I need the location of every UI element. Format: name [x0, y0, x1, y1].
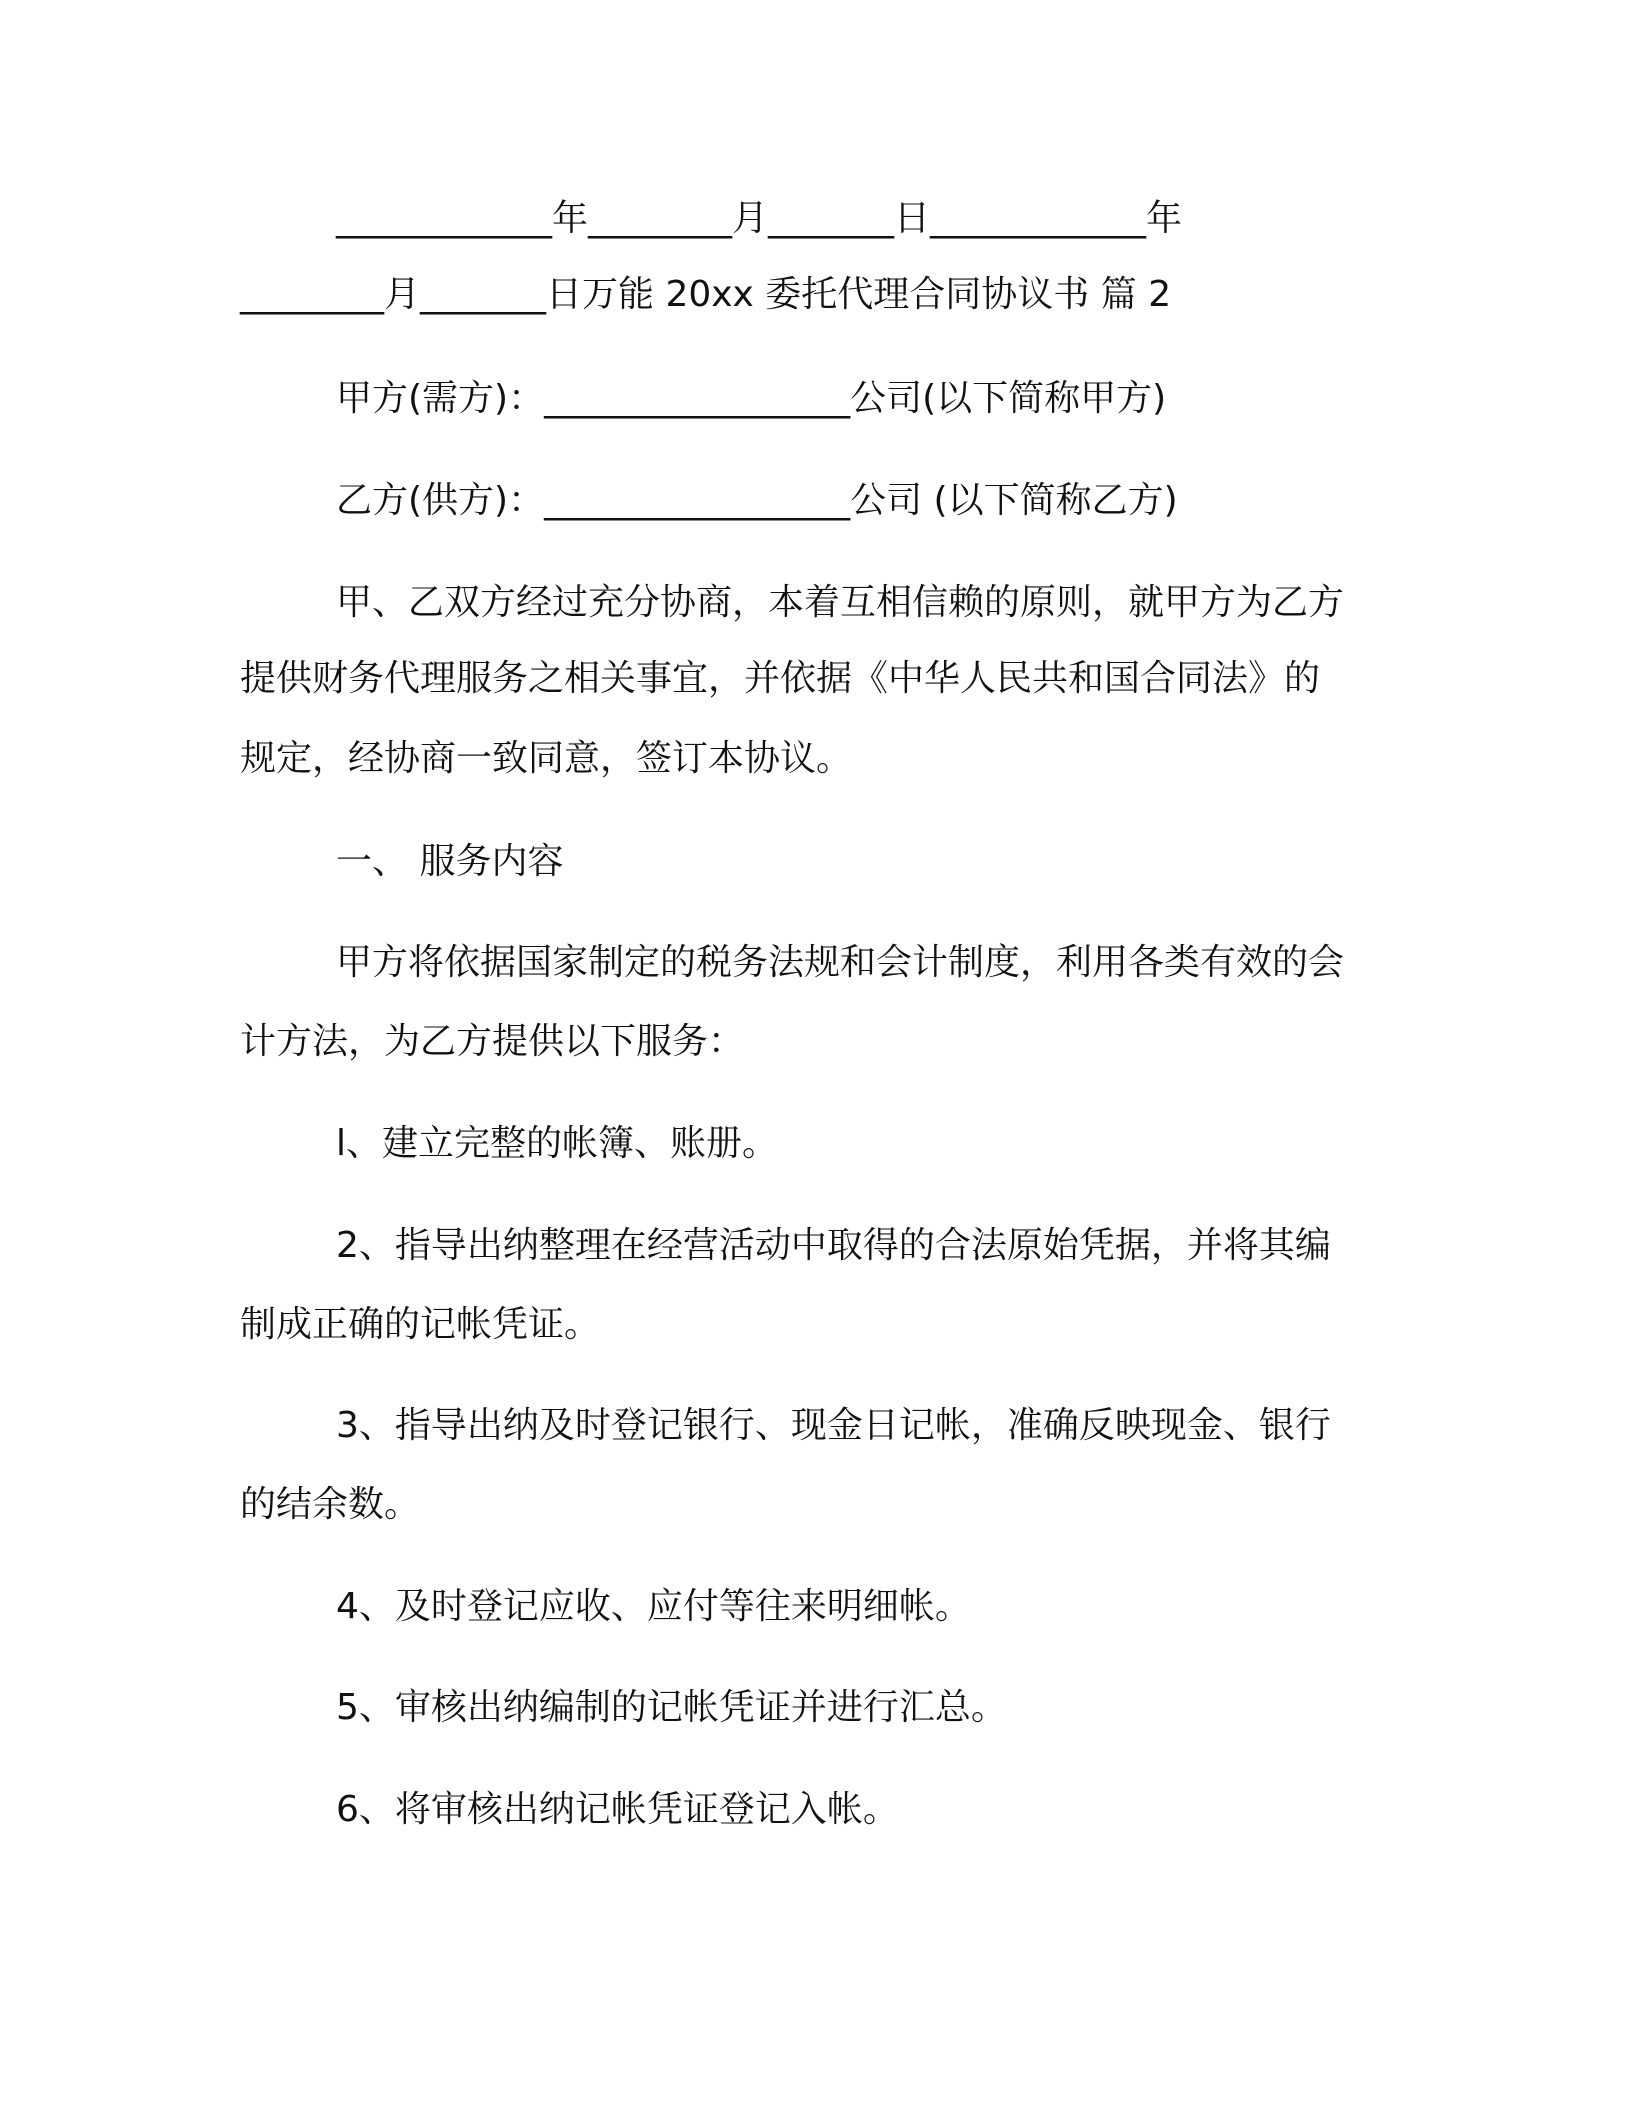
document-title: ________月_______日万能 20xx 委托代理合同协议书 篇 2: [240, 274, 1172, 315]
paragraph-line: 规定，经协商一致同意，签订本协议。: [240, 738, 853, 779]
paragraph-line: 甲、乙双方经过充分协商，本着互相信赖的原则，就甲方为乙方: [336, 582, 1345, 623]
list-item: l、建立完整的帐簿、账册。: [336, 1123, 779, 1164]
list-item: 3、指导出纳及时登记银行、现金日记帐，准确反映现金、银行: [336, 1405, 1331, 1446]
party-b-line: 乙方(供方)：_________________公司 (以下简称乙方): [336, 480, 1178, 521]
paragraph-line: 提供财务代理服务之相关事宜，并依据《中华人民共和国合同法》的: [240, 658, 1321, 699]
paragraph-line: 计方法，为乙方提供以下服务：: [240, 1021, 745, 1062]
party-a-line: 甲方(需方)：_________________公司(以下简称甲方): [336, 378, 1167, 419]
section-heading: 一、 服务内容: [336, 841, 564, 882]
paragraph-line: 甲方将依据国家制定的税务法规和会计制度，利用各类有效的会: [336, 942, 1345, 983]
list-item: 6、将审核出纳记帐凭证登记入帐。: [336, 1789, 899, 1830]
list-item-continuation: 制成正确的记帐凭证。: [240, 1304, 601, 1345]
list-item: 5、审核出纳编制的记帐凭证并进行汇总。: [336, 1687, 1007, 1728]
list-item-continuation: 的结余数。: [240, 1484, 421, 1525]
date-line: ____________年________月_______日____________年: [336, 198, 1182, 239]
list-item: 4、及时登记应收、应付等往来明细帐。: [336, 1586, 971, 1627]
list-item: 2、指导出纳整理在经营活动中取得的合法原始凭据，并将其编: [336, 1225, 1331, 1266]
